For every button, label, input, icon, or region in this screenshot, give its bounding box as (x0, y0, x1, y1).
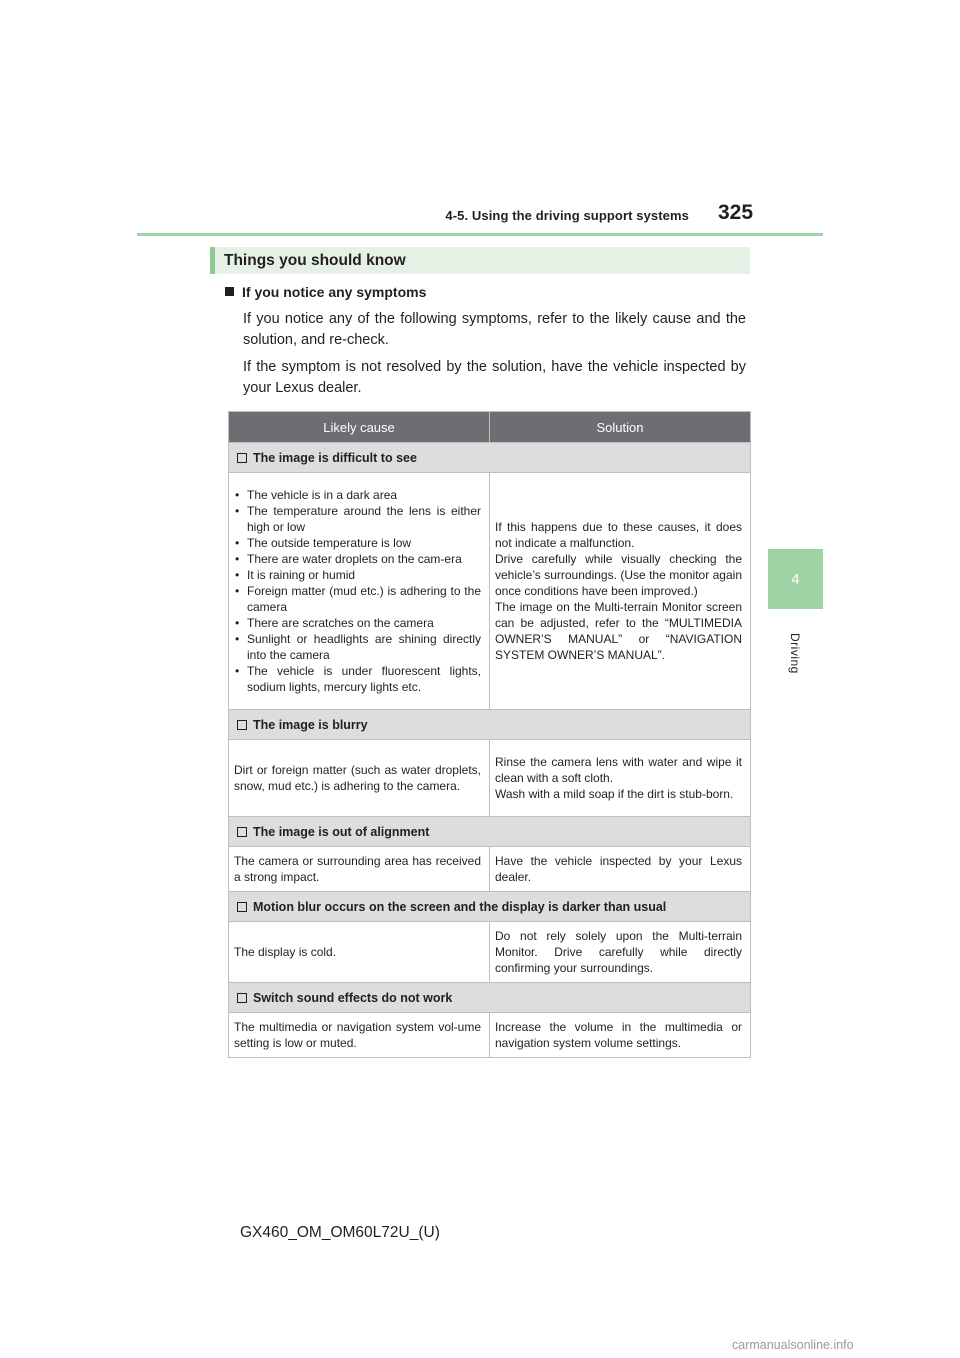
section-title: Motion blur occurs on the screen and the display is darker than usual (253, 899, 667, 914)
section-title-cell (229, 710, 751, 740)
symptoms-heading (225, 284, 426, 300)
page-number: 325 (718, 201, 754, 224)
cause-cell: The multimedia or navigation system vol-ume setting is low or muted. (229, 1013, 490, 1058)
header-solution: Solution (490, 412, 751, 443)
checkbox-icon (237, 453, 247, 463)
section-row (229, 892, 751, 922)
section-row (229, 817, 751, 847)
section-title-cell (229, 817, 751, 847)
table-header-row (229, 412, 751, 443)
section-title-cell (229, 983, 751, 1013)
checkbox-icon (237, 827, 247, 837)
cause-item: • There are water droplets on the cam-era (234, 551, 481, 567)
cause-cell: The display is cold. (229, 922, 490, 983)
solution-cell: Rinse the camera lens with water and wipe it clean with a soft cloth. Wash with a mild soap if the dirt is stub-born. (490, 740, 751, 817)
cause-list (234, 487, 481, 695)
section-title: The image is out of alignment (253, 824, 430, 839)
chapter-label: Driving (788, 632, 802, 674)
square-bullet-icon (225, 287, 234, 296)
solution-cell: Have the vehicle inspected by your Lexus dealer. (490, 847, 751, 892)
section-row (229, 983, 751, 1013)
cause-item: • Sunlight or headlights are shining directly into the camera (234, 631, 481, 663)
solution-cell: Increase the volume in the multimedia or navigation system volume settings. (490, 1013, 751, 1058)
table-row (229, 847, 751, 892)
table-row (229, 473, 751, 710)
section-row (229, 443, 751, 473)
cause-cell: Dirt or foreign matter (such as water droplets, snow, mud etc.) is adhering to the camera. (229, 740, 490, 817)
checkbox-icon (237, 993, 247, 1003)
section-title: The image is difficult to see (253, 450, 417, 465)
table-row (229, 922, 751, 983)
table-row (229, 740, 751, 817)
header-likely-cause: Likely cause (229, 412, 490, 443)
header-divider (137, 233, 823, 236)
solution-cell: Do not rely solely upon the Multi-terrain Monitor. Drive carefully while directly confirming your surroundings. (490, 922, 751, 983)
section-header: 4-5. Using the driving support systems (445, 208, 689, 223)
cause-item: • The outside temperature is low (234, 535, 481, 551)
section-title-cell (229, 892, 751, 922)
cause-item: • The vehicle is in a dark area (234, 487, 481, 503)
symptoms-paragraph-1: If you notice any of the following symptoms, refer to the likely cause and the solution, and re-check. (243, 311, 746, 348)
section-title: Switch sound effects do not work (253, 990, 453, 1005)
footer-document-code: GX460_OM_OM60L72U_(U) (240, 1224, 440, 1241)
cause-item: • Foreign matter (mud etc.) is adhering to the camera (234, 583, 481, 615)
symptoms-heading-text: If you notice any symptoms (242, 284, 427, 300)
cause-cell (229, 473, 490, 710)
checkbox-icon (237, 720, 247, 730)
section-row (229, 710, 751, 740)
cause-item: • The vehicle is under fluorescent lights, sodium lights, mercury lights etc. (234, 663, 481, 695)
cause-cell: The camera or surrounding area has received a strong impact. (229, 847, 490, 892)
chapter-number: 4 (791, 570, 800, 588)
cause-item: • There are scratches on the camera (234, 615, 481, 631)
section-title: The image is blurry (253, 717, 368, 732)
troubleshooting-table (228, 411, 751, 1058)
table-row (229, 1013, 751, 1058)
cause-item: • It is raining or humid (234, 567, 481, 583)
cause-item: • The temperature around the lens is either high or low (234, 503, 481, 535)
chapter-tab (768, 549, 823, 609)
checkbox-icon (237, 902, 247, 912)
solution-cell: If this happens due to these causes, it does not indicate a malfunction. Drive carefully while visually checking the vehicle’s surroundings. (Use the monitor again once conditions have been improved.) The image on the Multi-terrain Monitor screen can be adjusted, refer to the “MULTIMEDIA OWNER’S MANUAL” or “NAVIGATION SYSTEM OWNER’S MANUAL”. (490, 473, 751, 710)
things-you-should-know-title: Things you should know (210, 247, 750, 274)
watermark: carmanualsonline.info (732, 1338, 854, 1352)
symptoms-paragraph-2: If the symptom is not resolved by the solution, have the vehicle inspected by your Lexus dealer. (243, 359, 746, 396)
section-title-cell (229, 443, 751, 473)
